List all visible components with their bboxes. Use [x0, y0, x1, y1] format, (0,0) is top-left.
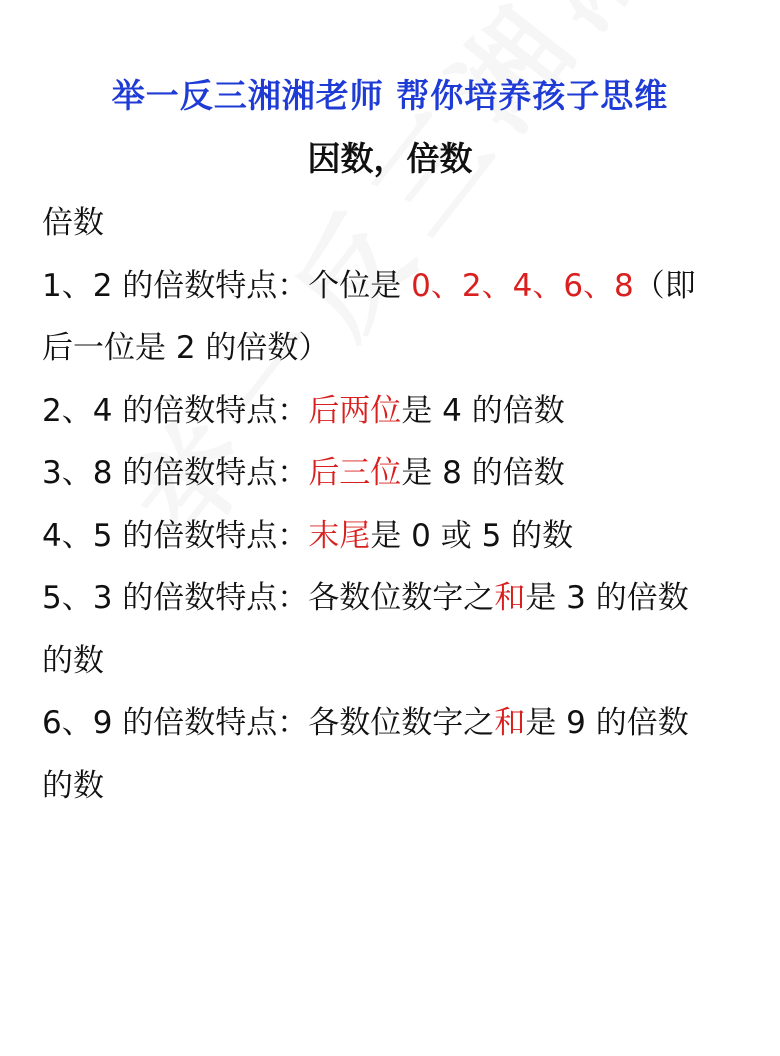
rule-line [42, 567, 742, 630]
rule-line [42, 442, 742, 505]
rule-line [42, 692, 742, 755]
rule-item [42, 505, 742, 568]
highlight-text: 后三位 [308, 455, 402, 491]
rule-line [42, 380, 742, 443]
rule-text: 3、8 的倍数特点： [42, 455, 309, 491]
highlight-text: 和 [494, 580, 526, 616]
rule-text: 5、3 的倍数特点：各数位数字之 [42, 580, 495, 616]
highlight-text: 和 [494, 705, 526, 741]
rule-item [42, 567, 742, 692]
highlight-text: 后两位 [308, 392, 402, 429]
rule-text: 4、5 的倍数特点： [42, 517, 309, 554]
highlight-text: 末尾 [308, 517, 371, 554]
rule-text: 6、9 的倍数特点：各数位数字之 [42, 705, 495, 741]
rules-list [42, 255, 742, 818]
rule-text: 1、2 的倍数特点：个位是 [42, 267, 412, 304]
rule-item [42, 380, 742, 443]
rule-line [42, 255, 742, 318]
highlight-text: 0、2、4、6、8 [411, 267, 634, 304]
rule-text: （即 [633, 267, 696, 304]
rule-line [42, 317, 742, 380]
rule-text: 是 0 或 5 的数 [370, 517, 574, 554]
rule-text: 是 4 的倍数 [401, 392, 565, 429]
rule-text: 的数 [42, 767, 104, 804]
rule-line [42, 755, 742, 818]
section-title: 倍数 [42, 205, 104, 241]
rule-item [42, 442, 742, 505]
rule-text: 的数 [42, 642, 104, 679]
rule-text: 2、4 的倍数特点： [42, 392, 309, 429]
rule-text: 是 3 的倍数 [525, 580, 689, 616]
rule-text: 是 9 的倍数 [525, 705, 689, 741]
rule-item [42, 255, 742, 380]
rule-item [42, 692, 742, 817]
page-title: 举一反三湘湘老师 帮你培养孩子思维 [111, 76, 669, 115]
page-subtitle: 因数，倍数 [307, 139, 473, 178]
content-body [42, 192, 742, 817]
rule-line [42, 630, 742, 693]
rule-text: 是 8 的倍数 [401, 455, 565, 491]
rule-line [42, 505, 742, 568]
rule-text: 后一位是 2 的倍数） [42, 330, 330, 366]
